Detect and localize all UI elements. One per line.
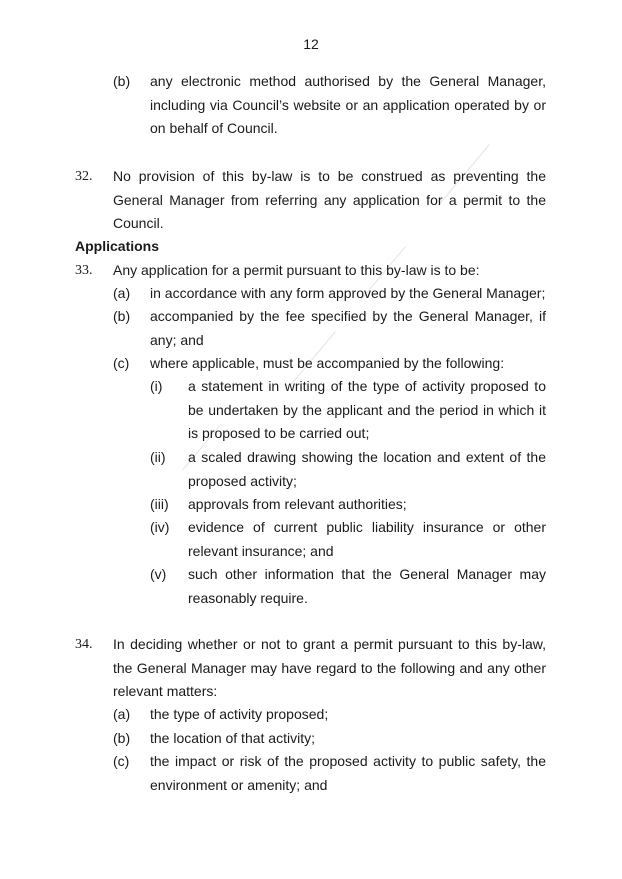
clause-number: 34. bbox=[75, 637, 93, 652]
clause-text: Any application for a permit pursuant to this by-law is to be: bbox=[113, 262, 480, 278]
list-item-text: the impact or risk of the proposed activity to public safety, the environment or amenity; and bbox=[150, 753, 546, 793]
sublist-item-text: approvals from relevant authorities; bbox=[188, 496, 407, 512]
clause-number: 32. bbox=[75, 169, 93, 184]
list-item-text: where applicable, must be accompanied by the following: bbox=[150, 355, 505, 371]
section-heading: Applications bbox=[75, 238, 160, 254]
list-item-text: in accordance with any form approved by the General Manager; bbox=[150, 285, 546, 301]
list-item-text: the location of that activity; bbox=[150, 730, 315, 746]
clause-text: In deciding whether or not to grant a permit pursuant to this by-law, the General Manager may have regard to the following and any other relevant matters: bbox=[113, 636, 546, 699]
list-label: (a) bbox=[113, 706, 131, 722]
sublist-label: (i) bbox=[150, 378, 163, 394]
list-label: (b) bbox=[113, 73, 131, 89]
sublist-label: (iv) bbox=[150, 519, 170, 535]
list-item-text: accompanied by the fee specified by the General Manager, if any; and bbox=[150, 308, 546, 348]
sublist-item-text: evidence of current public liability insurance or other relevant insurance; and bbox=[188, 519, 546, 559]
page-number: 12 bbox=[303, 36, 319, 52]
sublist-item-text: a scaled drawing showing the location and extent of the proposed activity; bbox=[188, 449, 546, 489]
clause-text: No provision of this by-law is to be construed as preventing the General Manager from referring any application for a permit to the Council. bbox=[113, 168, 546, 231]
list-item-text: the type of activity proposed; bbox=[150, 706, 329, 722]
sublist-label: (v) bbox=[150, 566, 167, 582]
sublist-item-text: such other information that the General Manager may reasonably require. bbox=[188, 566, 546, 606]
list-label: (a) bbox=[113, 285, 131, 301]
list-label: (c) bbox=[113, 355, 130, 371]
list-label: (c) bbox=[113, 753, 130, 769]
list-label: (b) bbox=[113, 308, 131, 324]
list-item-text: any electronic method authorised by the General Manager, including via Council’s website or an application operated by or on behalf of Council. bbox=[150, 73, 546, 136]
sublist-label: (iii) bbox=[150, 496, 169, 512]
sublist-label: (ii) bbox=[150, 449, 166, 465]
list-label: (b) bbox=[113, 730, 131, 746]
sublist-item-text: a statement in writing of the type of activity proposed to be undertaken by the applicant and the period in which it is proposed to be carried out; bbox=[188, 378, 546, 441]
clause-number: 33. bbox=[75, 263, 93, 278]
